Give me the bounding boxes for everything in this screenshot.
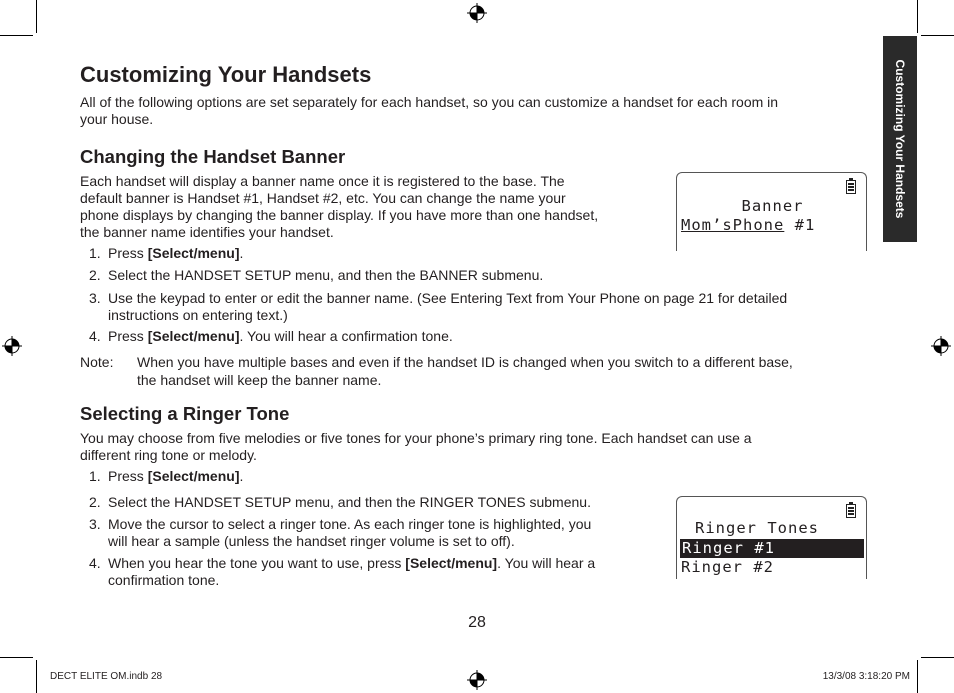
step-text: Press [Select/menu].	[108, 468, 244, 484]
lcd-line: Mom’sPhone #1	[681, 216, 816, 234]
intro-line: All of the following options are set separately for each handset, so you can customize a handset for each room in	[80, 94, 779, 110]
step-number: 2.	[89, 267, 101, 283]
battery-icon	[846, 180, 856, 194]
page-title: Customizing Your Handsets	[80, 62, 372, 87]
page-number: 28	[468, 614, 486, 631]
intro-line: your house.	[80, 111, 154, 127]
step-text: Use the keypad to enter or edit the banner name. (See Entering Text from Your Phone on page 21 for detailed	[108, 290, 788, 306]
footer-file-name: DECT ELITE OM.indb 28	[50, 671, 163, 682]
note-text: When you have multiple bases and even if the handset ID is changed when you switch to a different base,	[137, 354, 793, 370]
registration-mark-icon	[2, 336, 22, 356]
crop-mark	[36, 0, 37, 33]
ringer-paragraph-line: different ring tone or melody.	[80, 447, 257, 463]
ringer-section-heading: Selecting a Ringer Tone	[80, 403, 290, 424]
step-text: When you hear the tone you want to use, press [Select/menu]. You will hear a	[108, 555, 596, 571]
registration-mark-icon	[467, 670, 487, 690]
crop-mark	[917, 660, 918, 693]
lcd-highlighted-line: Ringer #1	[680, 539, 864, 558]
step-number: 4.	[89, 555, 101, 571]
step-number: 1.	[89, 468, 101, 484]
banner-paragraph-line: Each handset will display a banner name once it is registered to the base. The	[80, 173, 565, 189]
lcd-line: Ringer Tones	[695, 519, 819, 537]
step-text: Move the cursor to select a ringer tone. As each ringer tone is highlighted, you	[108, 516, 592, 532]
footer-timestamp: 13/3/08 3:18:20 PM	[822, 671, 910, 682]
step-text: will hear a sample (unless the handset ringer volume is set to off).	[108, 533, 515, 549]
battery-icon	[846, 504, 856, 518]
step-number: 3.	[89, 290, 101, 306]
note-label: Note:	[80, 354, 114, 370]
ringer-lcd-display	[676, 496, 867, 579]
crop-mark	[0, 35, 33, 36]
step-number: 4.	[89, 328, 101, 344]
crop-mark	[921, 657, 954, 658]
banner-paragraph-line: phone displays by changing the banner display. If you have more than one handset,	[80, 207, 599, 223]
banner-section-heading: Changing the Handset Banner	[80, 146, 346, 167]
banner-paragraph-line: default banner is Handset #1, Handset #2, etc. You can change the name your	[80, 190, 566, 206]
crop-mark	[36, 660, 37, 693]
step-text: Press [Select/menu]. You will hear a confirmation tone.	[108, 328, 453, 344]
step-text: Select the HANDSET SETUP menu, and then the BANNER submenu.	[108, 267, 544, 283]
side-tab-label: Customizing Your Handsets	[893, 59, 907, 219]
step-text: Press [Select/menu].	[108, 245, 244, 261]
step-text: instructions on entering text.)	[108, 307, 288, 323]
lcd-line: Ringer #2	[681, 558, 774, 576]
registration-mark-icon	[931, 336, 951, 356]
crop-mark	[917, 0, 918, 33]
crop-mark	[0, 657, 33, 658]
ringer-paragraph-line: You may choose from five melodies or five tones for your phone’s primary ring tone. Each handset can use a	[80, 430, 752, 446]
banner-paragraph-line: the banner name identifies your handset.	[80, 224, 334, 240]
section-side-tab	[883, 36, 917, 242]
step-number: 1.	[89, 245, 101, 261]
step-text: Select the HANDSET SETUP menu, and then the RINGER TONES submenu.	[108, 494, 591, 510]
step-number: 3.	[89, 516, 101, 532]
note-text: the handset will keep the banner name.	[137, 372, 382, 388]
banner-lcd-display	[676, 172, 867, 251]
step-text: confirmation tone.	[108, 572, 220, 588]
registration-mark-icon	[467, 3, 487, 23]
crop-mark	[921, 35, 954, 36]
lcd-line: Banner	[741, 197, 804, 215]
step-number: 2.	[89, 494, 101, 510]
